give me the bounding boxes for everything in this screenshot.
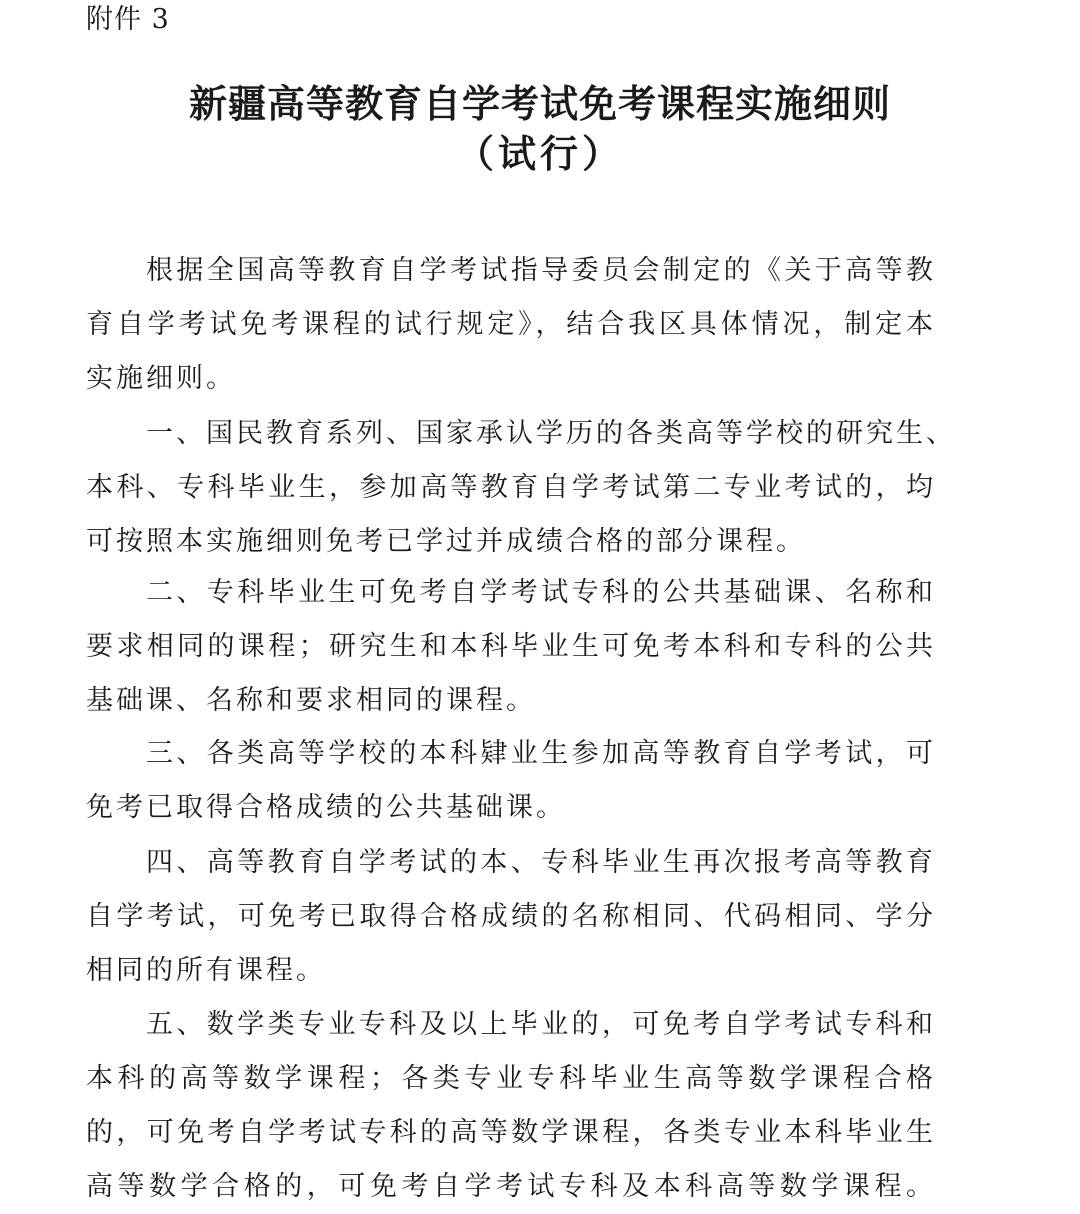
- text-line: 三、各类高等学校的本科肄业生参加高等教育自学考试，可: [146, 738, 936, 769]
- text-line: 本科、专科毕业生，参加高等教育自学考试第二专业考试的，均: [86, 472, 936, 503]
- text-line: 要求相同的课程；研究生和本科毕业生可免考本科和专科的公共: [86, 631, 936, 662]
- text-line: 二、专科毕业生可免考自学考试专科的公共基础课、名称和: [146, 577, 936, 608]
- text-line: 五、数学类专业专科及以上毕业的，可免考自学考试专科和: [146, 1009, 936, 1040]
- text-line: 四、高等教育自学考试的本、专科毕业生再次报考高等教育: [146, 847, 936, 878]
- paragraph-clause-5: [86, 998, 936, 1214]
- paragraph-clause-3: [86, 727, 936, 835]
- text-line: 育自学考试免考课程的试行规定》，结合我区具体情况，制定本: [86, 309, 936, 340]
- text-line: 的，可免考自学考试专科的高等数学课程，各类专业本科毕业生: [86, 1117, 936, 1148]
- paragraph-clause-1: [86, 407, 956, 569]
- paragraph-preamble: [86, 244, 936, 406]
- text-line: 自学考试，可免考已取得合格成绩的名称相同、代码相同、学分: [86, 901, 936, 932]
- attachment-label: 附件 3: [86, 4, 170, 35]
- text-line: 可按照本实施细则免考已学过并成绩合格的部分课程。: [86, 526, 806, 557]
- text-line: 高等数学合格的，可免考自学考试专科及本科高等数学课程。: [86, 1171, 936, 1202]
- text-line: 本科的高等数学课程；各类专业专科毕业生高等数学课程合格: [86, 1063, 936, 1094]
- paragraph-clause-2: [86, 566, 936, 728]
- text-line: 免考已取得合格成绩的公共基础课。: [86, 792, 566, 823]
- text-line: 根据全国高等教育自学考试指导委员会制定的《关于高等教: [146, 255, 936, 286]
- text-line: 实施细则。: [86, 363, 236, 394]
- text-line: 基础课、名称和要求相同的课程。: [86, 685, 536, 716]
- paragraph-clause-4: [86, 836, 936, 998]
- document-title: 新疆高等教育自学考试免考课程实施细则: [188, 81, 891, 126]
- text-line: 一、国民教育系列、国家承认学历的各类高等学校的研究生、: [146, 418, 956, 449]
- text-line: 相同的所有课程。: [86, 955, 326, 986]
- document-subtitle: （试行）: [455, 131, 624, 176]
